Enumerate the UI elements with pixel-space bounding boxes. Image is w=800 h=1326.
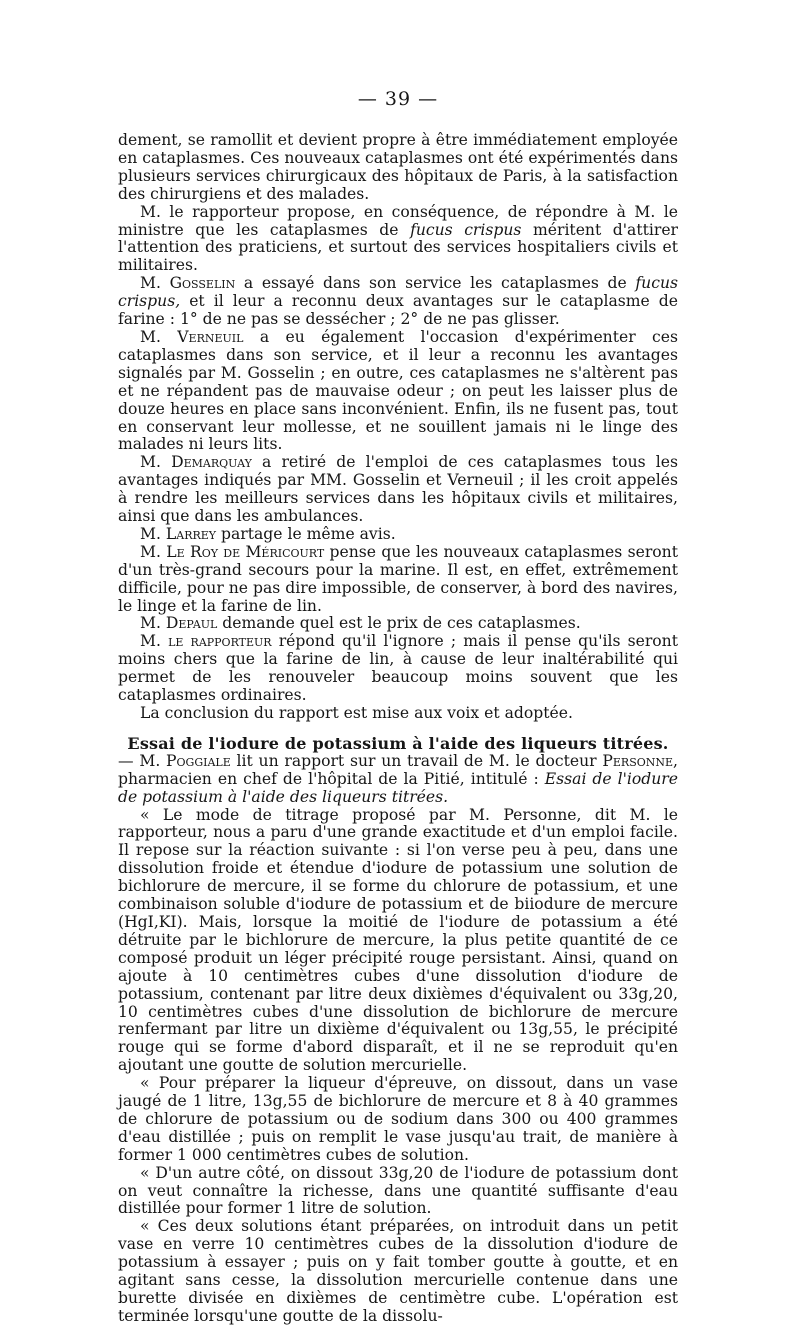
speaker-name: Larrey (165, 524, 217, 543)
paragraph: dement, se ramollit et devient propre à être immédiatement employée en cataplasmes. Ces nouveaux cataplasmes ont été expérimentés dans plusieurs services chirurgicaux des hôpitaux de Paris, à la satisfaction des chirurgiens et des malades. (118, 131, 678, 203)
paragraph (118, 454, 678, 526)
text-run: et il leur a reconnu deux avantages sur le cataplasme de farine : 1° de ne pas se dessécher ; 2° de ne pas glisser. (118, 292, 678, 329)
speaker-name: Gosselin (169, 274, 236, 293)
text-run: pharmacien en chef de l'hôpital de la Pitié, intitulé : (118, 769, 545, 788)
speaker-name: Le Roy de Méricourt (166, 542, 325, 561)
paragraph: « D'un autre côté, on dissout 33g,20 de l'iodure de potassium dont on veut connaître la richesse, dans une quantité suffisante d'eau distillée pour former 1 litre de solution. (118, 1163, 678, 1218)
speaker-name: Verneuil (177, 327, 244, 346)
paragraph (118, 275, 678, 329)
paragraph (118, 204, 678, 276)
work-title: Essai de l'iodure de potassium à l'aide des liqueurs titrées. (118, 769, 678, 806)
paragraph (118, 633, 678, 705)
speaker-name: Demarquay (171, 453, 252, 472)
speaker-name: Depaul (165, 614, 218, 633)
text-run: répond qu'il l'ignore ; mais il pense qu'ils seront moins chers que la farine de lin, à cause de leur inaltérabilité qui permet de les renouveler beaucoup moins souvent que les cataplasmes ordinaires. (118, 632, 678, 705)
text-run: M. (140, 327, 178, 346)
text-run: M. le rapporteur propose, en conséquence, de répondre à M. le ministre que les cataplasmes de (118, 202, 678, 239)
speaker-name: le rapporteur (168, 632, 272, 651)
text-run: a retiré de l'emploi de ces cataplasmes tous les avantages indiqués par MM. Gosselin et Verneuil ; il les croit appelés à rendre les meilleurs services dans les hôpitaux civils et militaires, ainsi que dans les ambulances. (118, 453, 678, 526)
body-text (118, 132, 678, 1326)
section-title: Essai de l'iodure de potassium à l'aide des liqueurs titrées. (127, 733, 669, 753)
paragraph (118, 615, 678, 633)
text-run: partage le même avis. (216, 524, 396, 543)
text-run: pense que les nouveaux cataplasmes seront d'un très-grand secours pour la marine. Il est, en effet, extrêmement difficile, pour ne pas dire impossible, de conserver, à bord des navires, le linge et la farine de lin. (118, 542, 678, 615)
text-run: — M. (118, 751, 167, 770)
paragraph (118, 526, 678, 544)
text-run: demande quel est le prix de ces cataplasmes. (217, 614, 581, 633)
paragraph: « Pour préparer la liqueur d'épreuve, on dissout, dans un vase jaugé de 1 litre, 13g,55 de bichlorure de mercure et 8 à 40 grammes de chlorure de potassium ou de sodium dans 300 ou 400 grammes d'eau distillée ; puis on remplit le vase jusqu'au trait, de manière à former 1 000 centimètres cubes de solution. (118, 1074, 678, 1164)
italic-term: fucus crispus, (118, 274, 678, 311)
page-number: — 39 — (357, 88, 439, 110)
author-name: Personne, (602, 751, 678, 770)
text-run: M. (140, 524, 166, 543)
text-run: a essayé dans son service les cataplasmes de (235, 274, 636, 293)
italic-term: fucus crispus (410, 220, 522, 239)
text-run: M. (140, 614, 166, 633)
text-run: a eu également l'occasion d'expérimenter ces cataplasmes dans son service, et il leur a reconnu les avantages signalés par M. Gosselin ; en outre, ces cataplasmes ne s'altèrent pas et ne répandent pas de mauvaise odeur ; on peut les laisser plus de douze heures en place sans inconvénient. Enfin, ils ne fusent pas, tout en conservant leur mollesse, et ne souillent jamais ni le linge des malades ni leurs lits. (118, 327, 678, 454)
paragraph: La conclusion du rapport est mise aux voix et adoptée. (140, 704, 573, 722)
text-run: méritent d'attirer l'attention des praticiens, et surtout des services hospitaliers civils et militaires. (118, 220, 678, 275)
paragraph: « Ces deux solutions étant préparées, on introduit dans un petit vase en verre 10 centimètres cubes de la dissolution d'iodure de potassium à essayer ; puis on y fait tomber goutte à goutte, et en agitant sans cesse, la dissolution mercurielle contenue dans une burette divisée en dixièmes de centimètre cube. L'opération est terminée lorsqu'une goutte de la dissolu- (118, 1217, 678, 1325)
paragraph: « Le mode de titrage proposé par M. Personne, dit M. le rapporteur, nous a paru d'une grande exactitude et d'un emploi facile. Il repose sur la réaction suivante : si l'on verse peu à peu, dans une dissolution froide et étendue d'iodure de potassium une solution de bichlorure de mercure, il se forme du chlorure de potassium, et une combinaison soluble d'iodure de potassium et de biiodure de mercure (HgI,KI). Mais, lorsque la moitié de l'iodure de potassium a été détruite par le bichlorure de mercure, la plus petite quantité de ce composé produit un léger précipité rouge persistant. Ainsi, quand on ajoute à 10 centimètres cubes d'une dissolution d'iodure de potassium, contenant par litre deux dixièmes d'équivalent ou 33g,20, 10 centimètres cubes d'une dissolution de bichlorure de mercure renfermant par litre un dixième d'équivalent ou 13g,55, le précipité rouge qui se forme d'abord disparaît, et il ne se reproduit qu'en ajoutant une goutte de solution mercurielle. (118, 805, 678, 1075)
paragraph (118, 329, 678, 454)
text-run: lit un rapport sur un travail de M. le docteur (230, 751, 603, 770)
text-run: M. (140, 274, 170, 293)
text-run: M. (140, 542, 167, 561)
paragraph (118, 753, 678, 807)
speaker-name: Poggiale (166, 751, 231, 770)
paragraph (118, 544, 678, 616)
text-run: M. (140, 453, 172, 472)
text-run: M. (140, 632, 169, 651)
